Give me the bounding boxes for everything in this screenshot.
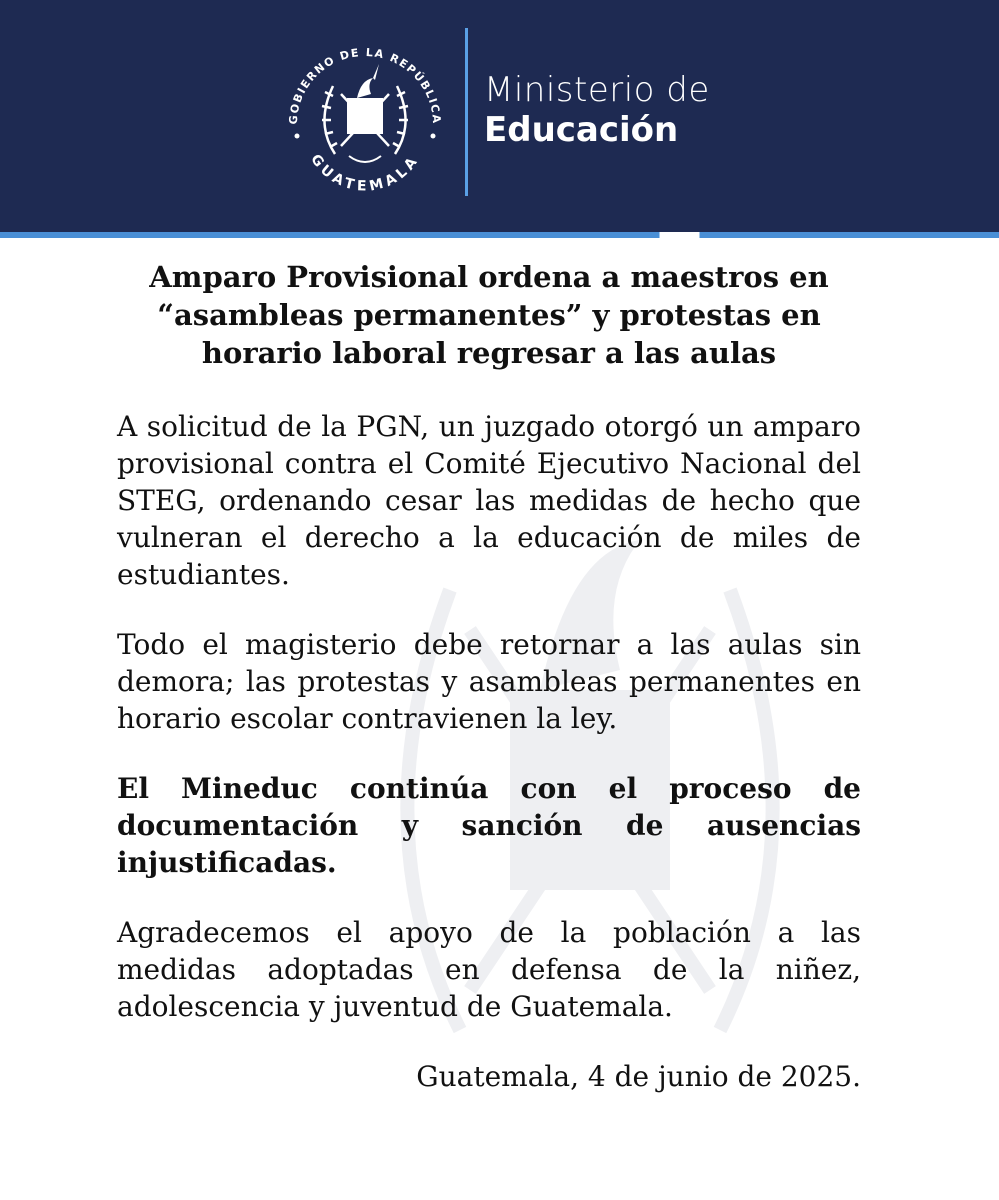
header-stripe — [0, 232, 999, 238]
paragraph-thanks: Agradecemos el apoyo de la población a las medidas adoptadas en defensa de la niñez, adolescencia y juventud de Guatemala. — [117, 916, 861, 1023]
header-divider — [465, 28, 468, 196]
statement-title: Amparo Provisional ordena a maestros en “asambleas permanentes” y protestas en horario laboral regresar a las aulas — [149, 260, 829, 370]
paragraph-return-to-classes: Todo el magisterio debe retornar a las aulas sin demora; las protestas y asambleas permanentes en horario escolar contravienen la ley. — [117, 628, 861, 735]
date-line: Guatemala, 4 de junio de 2025. — [416, 1060, 861, 1093]
svg-text:GUATEMALA — [307, 152, 423, 195]
seal-bottom-text: GUATEMALA — [307, 151, 423, 195]
statement-body — [117, 258, 861, 1095]
header-banner — [0, 0, 999, 232]
paragraph-amparo: A solicitud de la PGN, un juzgado otorgó un amparo provisional contra el Comité Ejecutivo Nacional del STEG, ordenando cesar las medidas de hecho que vulneran el derecho a la educación de miles de estudiantes. — [117, 410, 861, 591]
paragraph-sanctions: El Mineduc continúa con el proceso de documentación y sanción de ausencias injustificadas. — [117, 772, 861, 879]
coat-of-arms-icon — [275, 24, 455, 214]
seal-top-text: GOBIERNO DE LA REPÚBLICA — [286, 45, 444, 125]
ministry-logo-text — [484, 70, 710, 150]
ministry-name-line1: Ministerio de — [484, 70, 710, 110]
ministry-name-line2: Educación — [484, 110, 679, 150]
